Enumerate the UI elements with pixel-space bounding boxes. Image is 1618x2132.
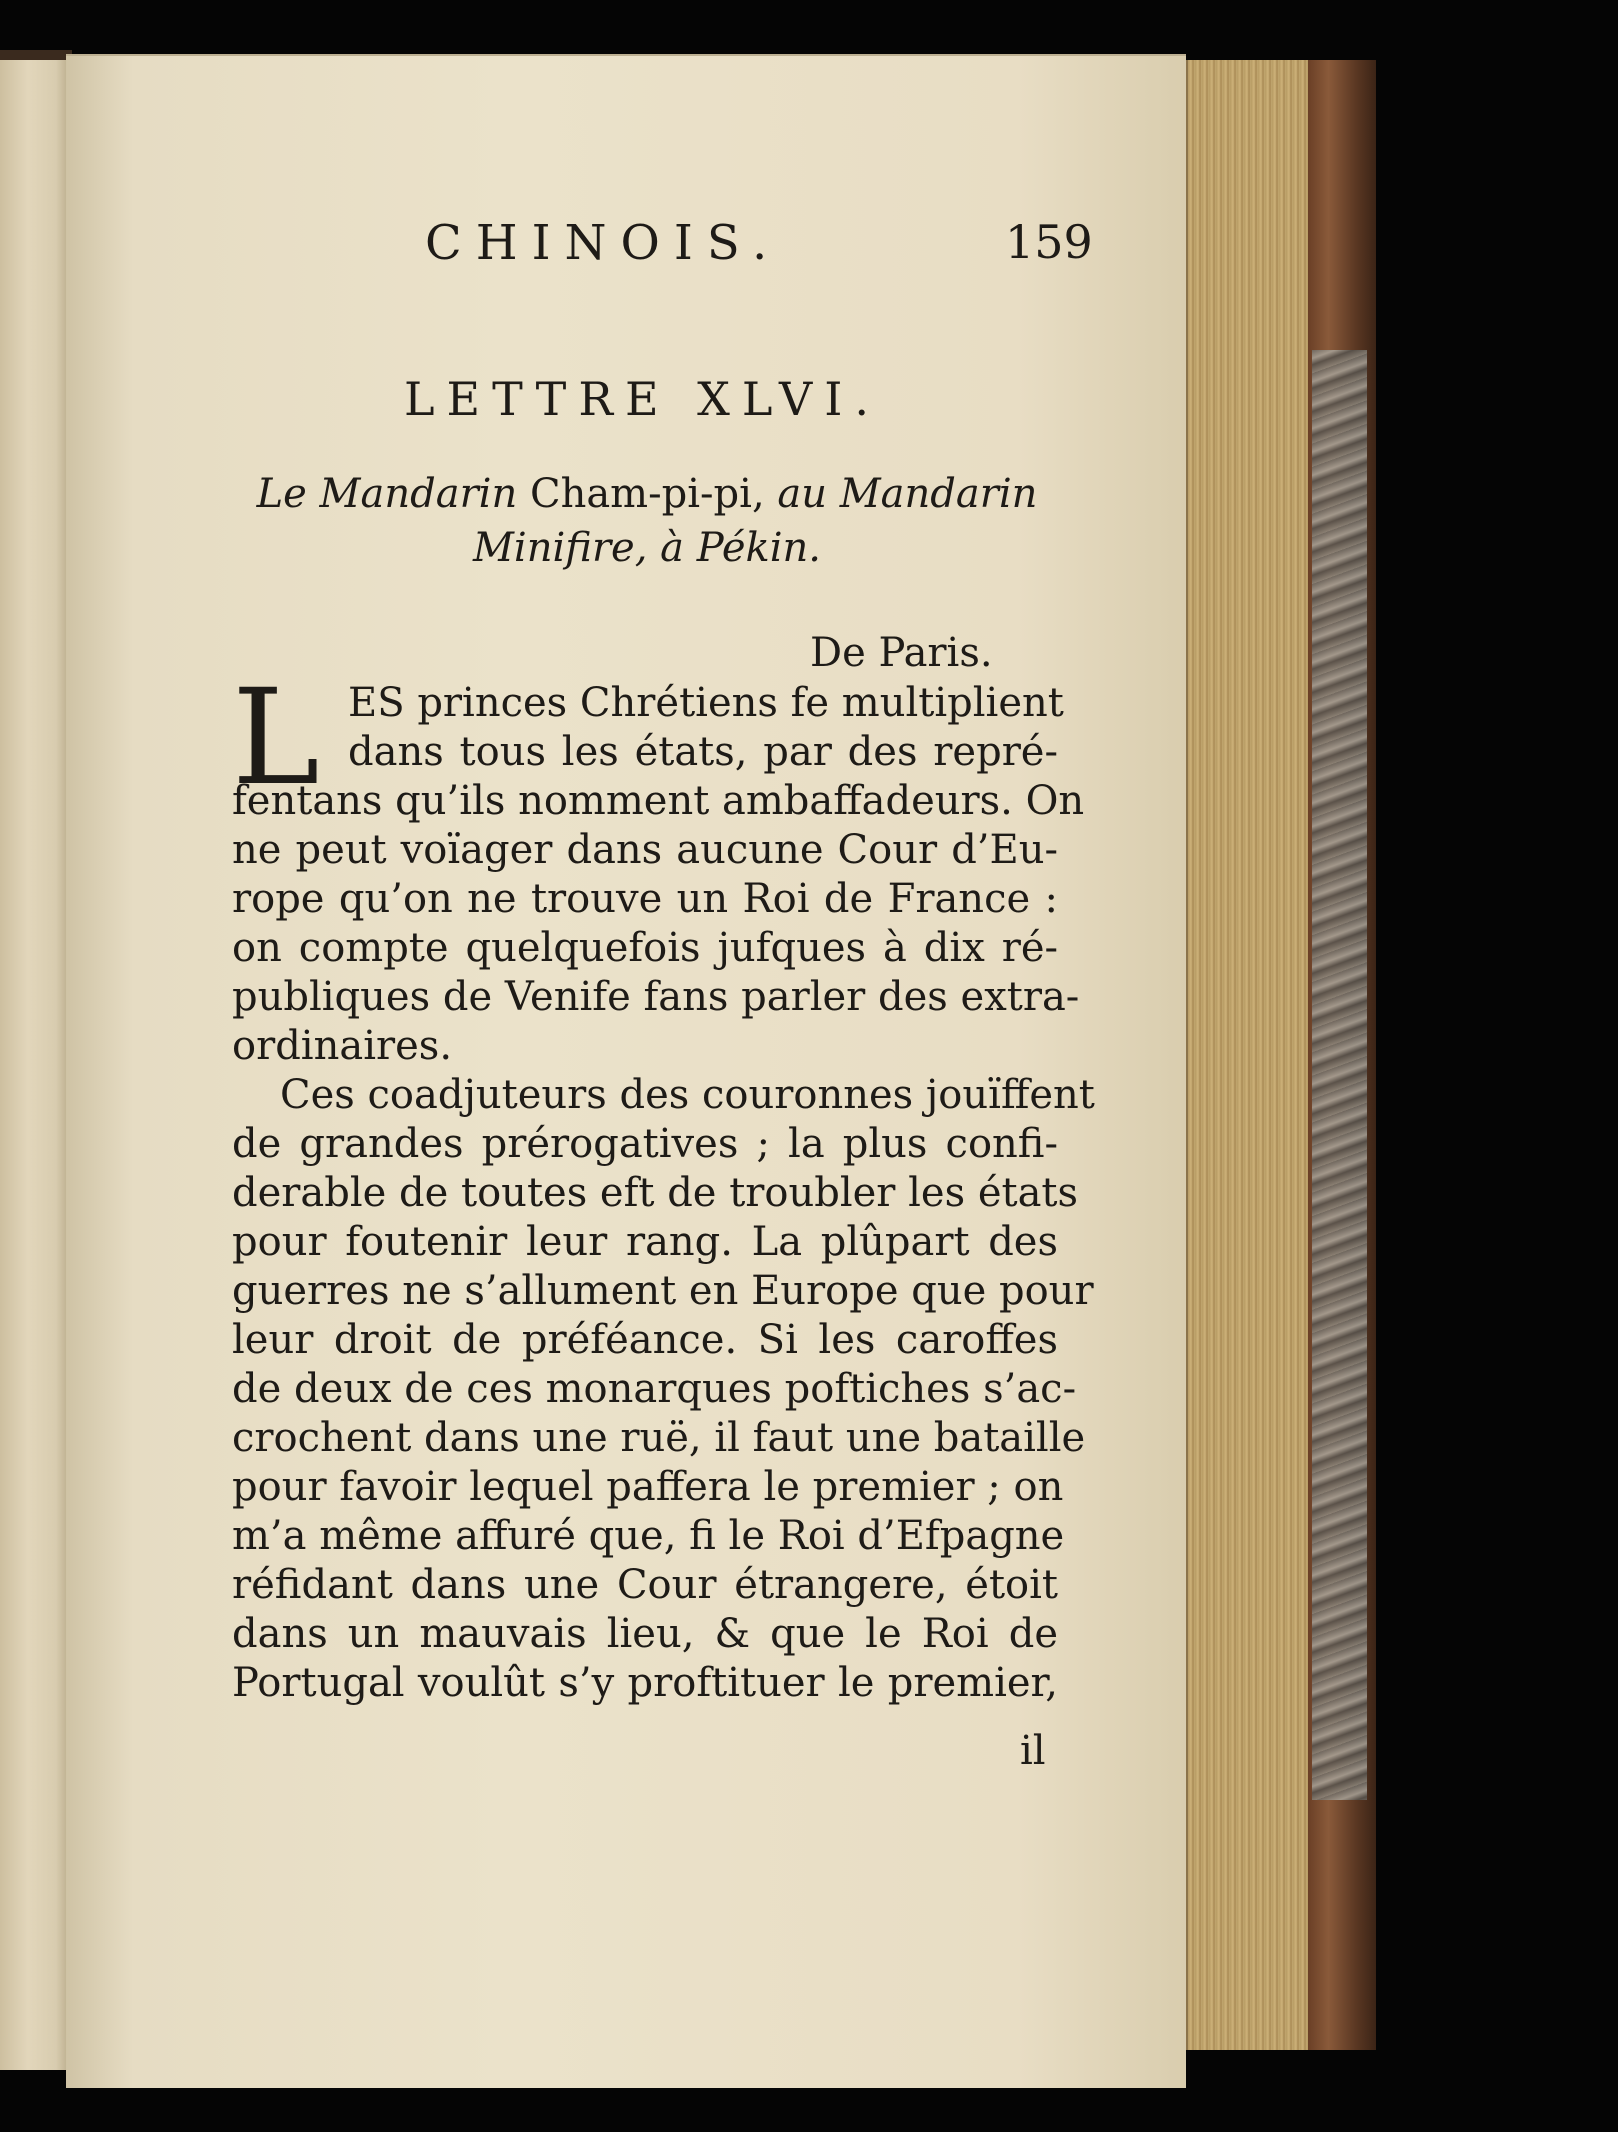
text-line: Ces coadjuteurs des couronnes jouïffent: [280, 1072, 1095, 1118]
text-line: publiques de Venife fans parler des extra-: [232, 974, 1080, 1020]
text-line: fentans qu’ils nomment ambaffadeurs. On: [232, 778, 1085, 824]
text-line: pour favoir lequel paffera le premier ; on: [232, 1464, 1064, 1510]
letter-title: LETTRE XLVI.: [404, 372, 882, 426]
dateline: De Paris.: [810, 630, 993, 676]
running-title: CHINOIS.: [425, 215, 782, 271]
text-line: m’a même affuré que, fi le Roi d’Efpagne: [232, 1513, 1065, 1559]
text-line: ordinaires.: [232, 1023, 453, 1069]
address-line-2: Minifire, à Pékin.: [472, 525, 822, 571]
address-sender-prefix: Le Mandarin: [256, 471, 518, 517]
address-sender-name: Cham-pi-pi,: [529, 471, 765, 517]
text-line: ne peut voïager dans aucune Cour d’Eu-: [232, 827, 1058, 873]
address-line-1: [232, 468, 1062, 520]
text-line: Portugal voulût s’y proftituer le premier,: [232, 1660, 1058, 1706]
text-line: derable de toutes eft de troubler les états: [232, 1170, 1079, 1216]
page-fore-edge: [1186, 60, 1314, 2050]
marbled-board: [1312, 350, 1367, 1800]
page-number: 159: [1005, 215, 1093, 269]
text-line: de grandes prérogatives ; la plus confi-: [232, 1121, 1058, 1167]
book-page: [66, 54, 1186, 2088]
text-line: rope qu’on ne trouve un Roi de France :: [232, 876, 1058, 922]
address-recipient: au Mandarin: [777, 471, 1038, 517]
facing-page-edge: [0, 60, 70, 2070]
catchword: il: [1020, 1728, 1046, 1774]
text-line: on compte quelquefois jufques à dix ré-: [232, 925, 1058, 971]
text-line: ES princes Chrétiens fe multiplient: [348, 680, 1064, 726]
text-line: guerres ne s’allument en Europe que pour: [232, 1268, 1094, 1314]
drop-cap: L: [232, 661, 320, 815]
text-line: crochent dans une ruë, il faut une bataille: [232, 1415, 1086, 1461]
text-line: pour foutenir leur rang. La plûpart des: [232, 1219, 1058, 1265]
text-line: leur droit de préféance. Si les caroffes: [232, 1317, 1058, 1363]
text-line: dans un mauvais lieu, & que le Roi de: [232, 1611, 1058, 1657]
text-line: dans tous les états, par des repré-: [348, 729, 1058, 775]
text-line: de deux de ces monarques poftiches s’ac-: [232, 1366, 1077, 1412]
text-line: réfidant dans une Cour étrangere, étoit: [232, 1562, 1058, 1608]
